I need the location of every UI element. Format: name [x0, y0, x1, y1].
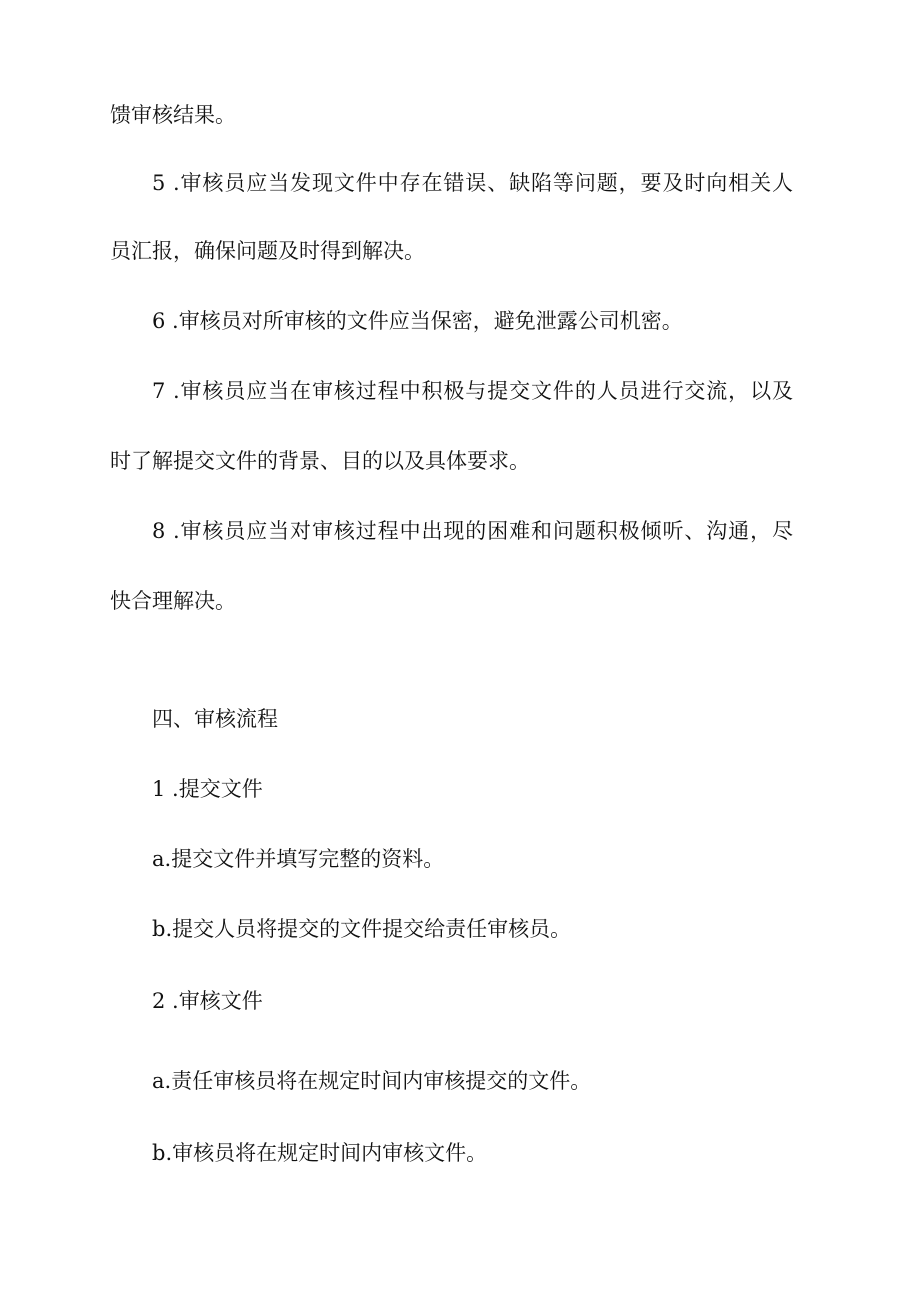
list-item-6: 6 .审核员对所审核的文件应当保密，避免泄露公司机密。 [152, 309, 683, 333]
section-heading: 四、审核流程 [152, 707, 278, 731]
list-item-7-line-1: 7 .审核员应当在审核过程中积极与提交文件的人员进行交流，以及 [152, 379, 793, 403]
list-item-7-line-2: 时了解提交文件的背景、目的以及具体要求。 [110, 449, 530, 473]
text-line-continuation: 馈审核结果。 [110, 103, 236, 127]
step-1-item-a: a.提交文件并填写完整的资料。 [152, 847, 445, 871]
step-1-item-b: b.提交人员将提交的文件提交给责任审核员。 [152, 917, 572, 941]
list-item-8-line-1: 8 .审核员应当对审核过程中出现的困难和问题积极倾听、沟通，尽 [152, 519, 793, 543]
step-2-item-b: b.审核员将在规定时间内审核文件。 [152, 1141, 488, 1165]
step-1-heading: 1 .提交文件 [152, 777, 263, 801]
list-item-5-line-2: 员汇报，确保问题及时得到解决。 [110, 239, 425, 263]
step-2-item-a: a.责任审核员将在规定时间内审核提交的文件。 [152, 1069, 592, 1093]
list-item-8-line-2: 快合理解决。 [110, 589, 236, 613]
step-2-heading: 2 .审核文件 [152, 989, 263, 1013]
list-item-5-line-1: 5 .审核员应当发现文件中存在错误、缺陷等问题，要及时向相关人 [152, 171, 793, 195]
